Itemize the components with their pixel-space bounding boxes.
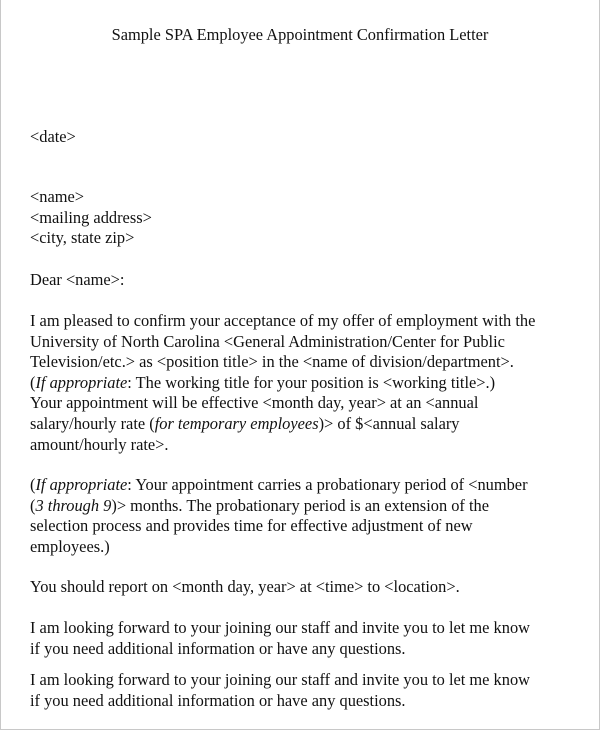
italic-text: for temporary employees — [154, 413, 319, 433]
text-line — [30, 496, 528, 517]
text-segment: I am looking forward to your joining our staff and invite you to let me know — [30, 618, 530, 637]
document-title: Sample SPA Employee Appointment Confirmation Letter — [111, 25, 489, 44]
text-line — [30, 435, 535, 456]
paragraph-closing — [30, 618, 530, 659]
text-segment: )> months. The probationary period is an extension of the — [111, 495, 490, 515]
paragraph-probation — [30, 475, 528, 557]
text-line — [30, 537, 528, 558]
text-line — [30, 270, 124, 291]
text-segment: <name> — [30, 187, 84, 206]
text-segment: <mailing address> — [30, 207, 152, 227]
text-line — [30, 393, 535, 414]
text-line — [30, 691, 530, 712]
text-line — [30, 373, 535, 394]
text-segment: ( — [30, 372, 36, 392]
text-segment: amount/hourly rate>. — [30, 434, 169, 454]
text-segment: University of North Carolina <General Administration/Center for Public — [30, 331, 505, 351]
italic-text: 3 through 9 — [35, 495, 112, 515]
date-line — [30, 127, 76, 148]
text-segment: if you need additional information or have any questions. — [30, 690, 406, 710]
text-segment: I am pleased to confirm your acceptance of my offer of employment with the — [30, 311, 536, 330]
italic-text: If appropriate — [35, 372, 128, 392]
text-line — [30, 127, 76, 148]
text-line — [30, 208, 152, 229]
text-segment: Dear <name>: — [30, 270, 125, 289]
paragraph-confirmation — [30, 311, 535, 455]
text-line — [30, 618, 530, 639]
text-line — [30, 516, 528, 537]
paragraph-report — [30, 577, 460, 598]
text-segment: I am looking forward to your joining our staff and invite you to let me know — [30, 670, 530, 689]
text-segment: )> of $<annual salary — [318, 413, 460, 433]
text-segment: salary/hourly rate ( — [30, 413, 155, 433]
salutation — [30, 270, 124, 291]
text-segment: if you need additional information or have any questions. — [30, 638, 406, 658]
text-segment: You should report on <month day, year> at <time> to <location>. — [30, 577, 460, 596]
recipient-address — [30, 187, 152, 249]
text-segment: ( — [30, 495, 36, 515]
text-segment: Television/etc.> as <position title> in the <name of division/department>. — [30, 352, 514, 372]
text-line — [30, 670, 530, 691]
text-line — [30, 577, 460, 598]
text-segment: <city, state zip> — [30, 228, 135, 248]
text-line — [30, 352, 535, 373]
text-segment: : Your appointment carries a probationary period of <number — [127, 475, 528, 494]
text-segment: <date> — [30, 127, 76, 146]
italic-text: If appropriate — [35, 475, 128, 494]
text-line — [30, 639, 530, 660]
text-segment: ( — [30, 475, 36, 494]
text-segment: Your appointment will be effective <month day, year> at an <annual — [30, 393, 479, 413]
text-segment: selection process and provides time for effective adjustment of new — [30, 516, 473, 536]
text-line — [30, 311, 535, 332]
text-segment: : The working title for your position is <working title>.) — [127, 372, 496, 392]
text-line — [30, 332, 535, 353]
text-line — [30, 475, 528, 496]
paragraph-closing-repeat — [30, 670, 530, 711]
text-line — [30, 228, 152, 249]
text-segment: employees.) — [30, 536, 110, 556]
text-line — [30, 187, 152, 208]
text-line — [30, 414, 535, 435]
